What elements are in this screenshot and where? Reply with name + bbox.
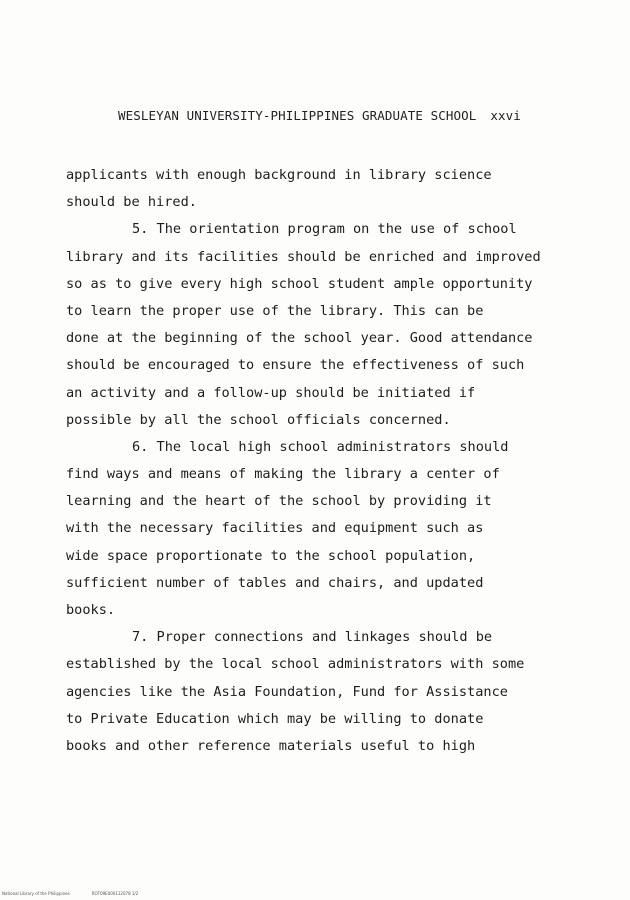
running-header bbox=[118, 108, 521, 123]
text-line: agencies like the Asia Foundation, Fund for Assistance bbox=[66, 683, 508, 700]
text-line: books and other reference materials useful to high bbox=[66, 737, 476, 754]
text-line: to learn the proper use of the library. This can be bbox=[66, 302, 484, 319]
recommendation-7-start: 7. Proper connections and linkages should be bbox=[132, 629, 493, 646]
scan-footer bbox=[2, 891, 138, 896]
text-line: should be encouraged to ensure the effectiveness of such bbox=[66, 357, 525, 374]
text-line: so as to give every high school student ample opportunity bbox=[66, 275, 533, 292]
text-line: established by the local school administrators with some bbox=[66, 656, 525, 673]
recommendation-5-start: 5. The orientation program on the use of school bbox=[132, 221, 517, 238]
text-line: books. bbox=[66, 602, 116, 618]
header-title: WESLEYAN UNIVERSITY-PHILIPPINES GRADUATE SCHOOL bbox=[118, 108, 477, 123]
text-line: sufficient number of tables and chairs, and updated bbox=[66, 574, 484, 591]
recommendation-6-start: 6. The local high school administrators should bbox=[132, 438, 509, 455]
page-number: xxvi bbox=[490, 108, 521, 123]
text-line: with the necessary facilities and equipment such as bbox=[66, 520, 484, 537]
text-line: to Private Education which may be willing to donate bbox=[66, 710, 484, 727]
text-line: applicants with enough background in library science bbox=[66, 167, 492, 183]
footer-source: National Library of the Philippines bbox=[2, 891, 70, 896]
text-line: find ways and means of making the library a center of bbox=[66, 466, 500, 483]
text-line: wide space proportionate to the school population, bbox=[66, 547, 476, 564]
text-line: possible by all the school officials concerned. bbox=[66, 411, 451, 428]
footer-id: ROT09E000112078 1/2 bbox=[91, 891, 139, 896]
text-line: library and its facilities should be enriched and improved bbox=[66, 248, 541, 265]
text-line: learning and the heart of the school by providing it bbox=[66, 493, 492, 510]
text-line: an activity and a follow-up should be initiated if bbox=[66, 384, 476, 401]
body-text bbox=[66, 162, 586, 760]
text-line: done at the beginning of the school year. Good attendance bbox=[66, 330, 533, 347]
text-line: should be hired. bbox=[66, 194, 197, 211]
